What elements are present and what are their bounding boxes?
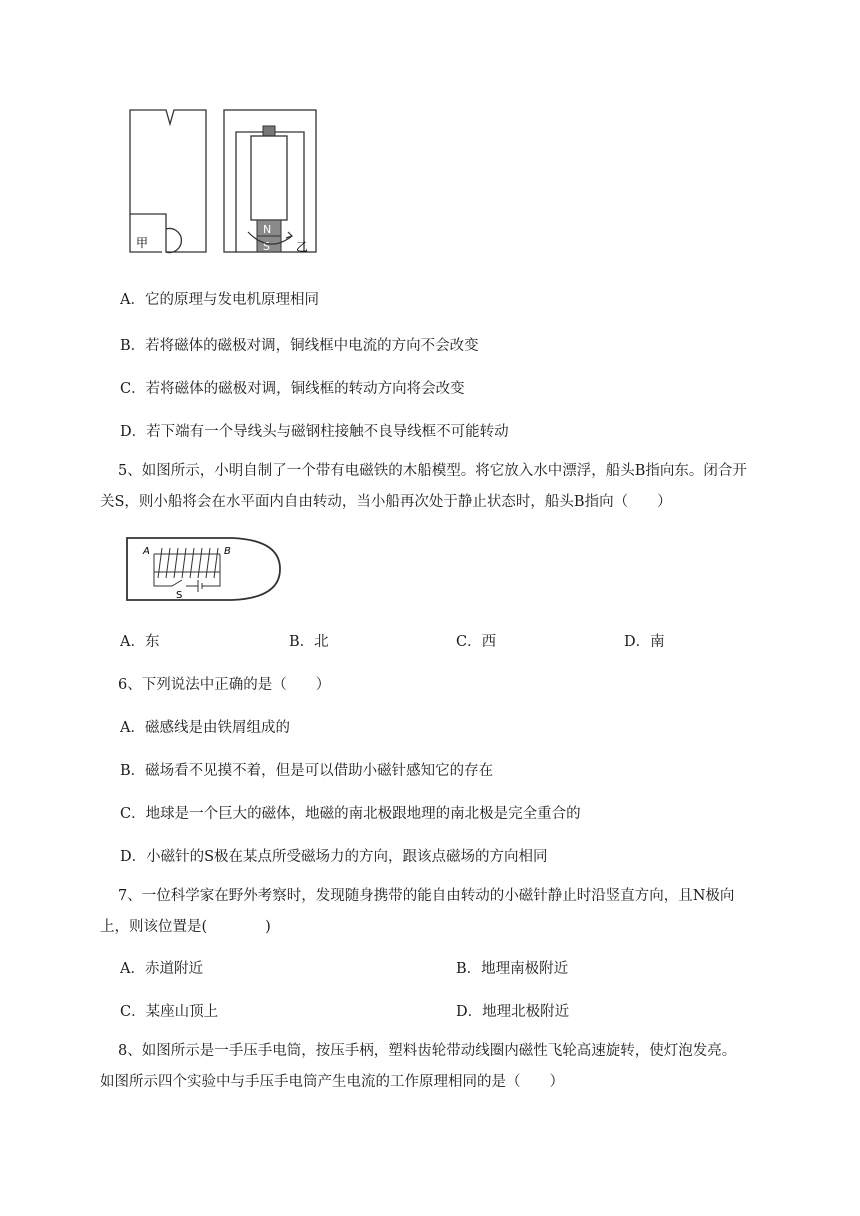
- pole-s: S: [263, 240, 270, 253]
- q7-option-a: A．赤道附近: [120, 961, 203, 977]
- q5-stem: [100, 456, 750, 518]
- q5-option-c: C．西: [456, 634, 497, 650]
- pole-n: N: [263, 223, 272, 236]
- q5-option-d: D．南: [624, 634, 665, 650]
- q5-option-b: B．北: [289, 634, 329, 650]
- q8-stem-text: 8、如图所示是一手压手电筒，按压手柄，塑料齿轮带动线圈内磁性飞轮高速旋转，使灯泡发亮。如图所示四个实验中与手压手电筒产生电流的工作原理相同的是（ ）: [100, 1043, 737, 1090]
- q7-option-c: C．某座山顶上: [120, 1004, 219, 1020]
- q5-stem-text: 5、如图所示，小明自制了一个带有电磁铁的木船模型。将它放入水中漂浮，船头B指向东。闭合开关S，则小船将会在水平面内自由转动，当小船再次处于静止状态时，船头B指向（ ）: [100, 463, 747, 510]
- label-yi: 乙: [296, 240, 309, 254]
- label-s: S: [176, 590, 183, 601]
- circuit: [154, 572, 220, 592]
- q5-option-a: A．东: [120, 634, 160, 650]
- q7-stem-text: 7、一位科学家在野外考察时，发现随身携带的能自由转动的小磁针静止时沿竖直方向，且N极向上，则该位置是( ): [100, 888, 735, 935]
- label-a: A: [143, 546, 150, 557]
- label-jia: 甲: [136, 236, 149, 250]
- coil: [154, 548, 220, 578]
- battery-cap: [263, 126, 275, 136]
- q6-option-a: A．磁感线是由铁屑组成的: [120, 720, 290, 736]
- q6-option-c: C．地球是一个巨大的磁体，地磁的南北极跟地理的南北极是完全重合的: [120, 806, 581, 822]
- arc-jia: [166, 229, 181, 253]
- battery: [251, 136, 287, 220]
- q4-figure: [120, 104, 330, 260]
- frame-jia: [130, 110, 206, 252]
- boat-hull: [127, 538, 280, 600]
- q6-option-d: D．小磁针的S极在某点所受磁场力的方向，跟该点磁场的方向相同: [120, 849, 548, 865]
- q7-option-b: B．地理南极附近: [456, 961, 569, 977]
- q4-option-b: B．若将磁体的磁极对调，铜线框中电流的方向不会改变: [120, 338, 479, 354]
- q4-option-d: D．若下端有一个导线头与磁钢柱接触不良导线框不可能转动: [120, 424, 509, 440]
- label-b: B: [224, 546, 231, 557]
- q4-option-c: C．若将磁体的磁极对调，铜线框的转动方向将会改变: [120, 381, 465, 397]
- q7-stem: [100, 881, 750, 943]
- q4-option-a: A．它的原理与发电机原理相同: [120, 292, 319, 308]
- q7-option-d: D．地理北极附近: [456, 1004, 570, 1020]
- q6-option-b: B．磁场看不见摸不着，但是可以借助小磁针感知它的存在: [120, 763, 494, 779]
- q8-stem: [100, 1036, 750, 1098]
- q6-stem: 6、下列说法中正确的是（ ）: [118, 677, 331, 693]
- q5-boat-figure: [124, 532, 284, 606]
